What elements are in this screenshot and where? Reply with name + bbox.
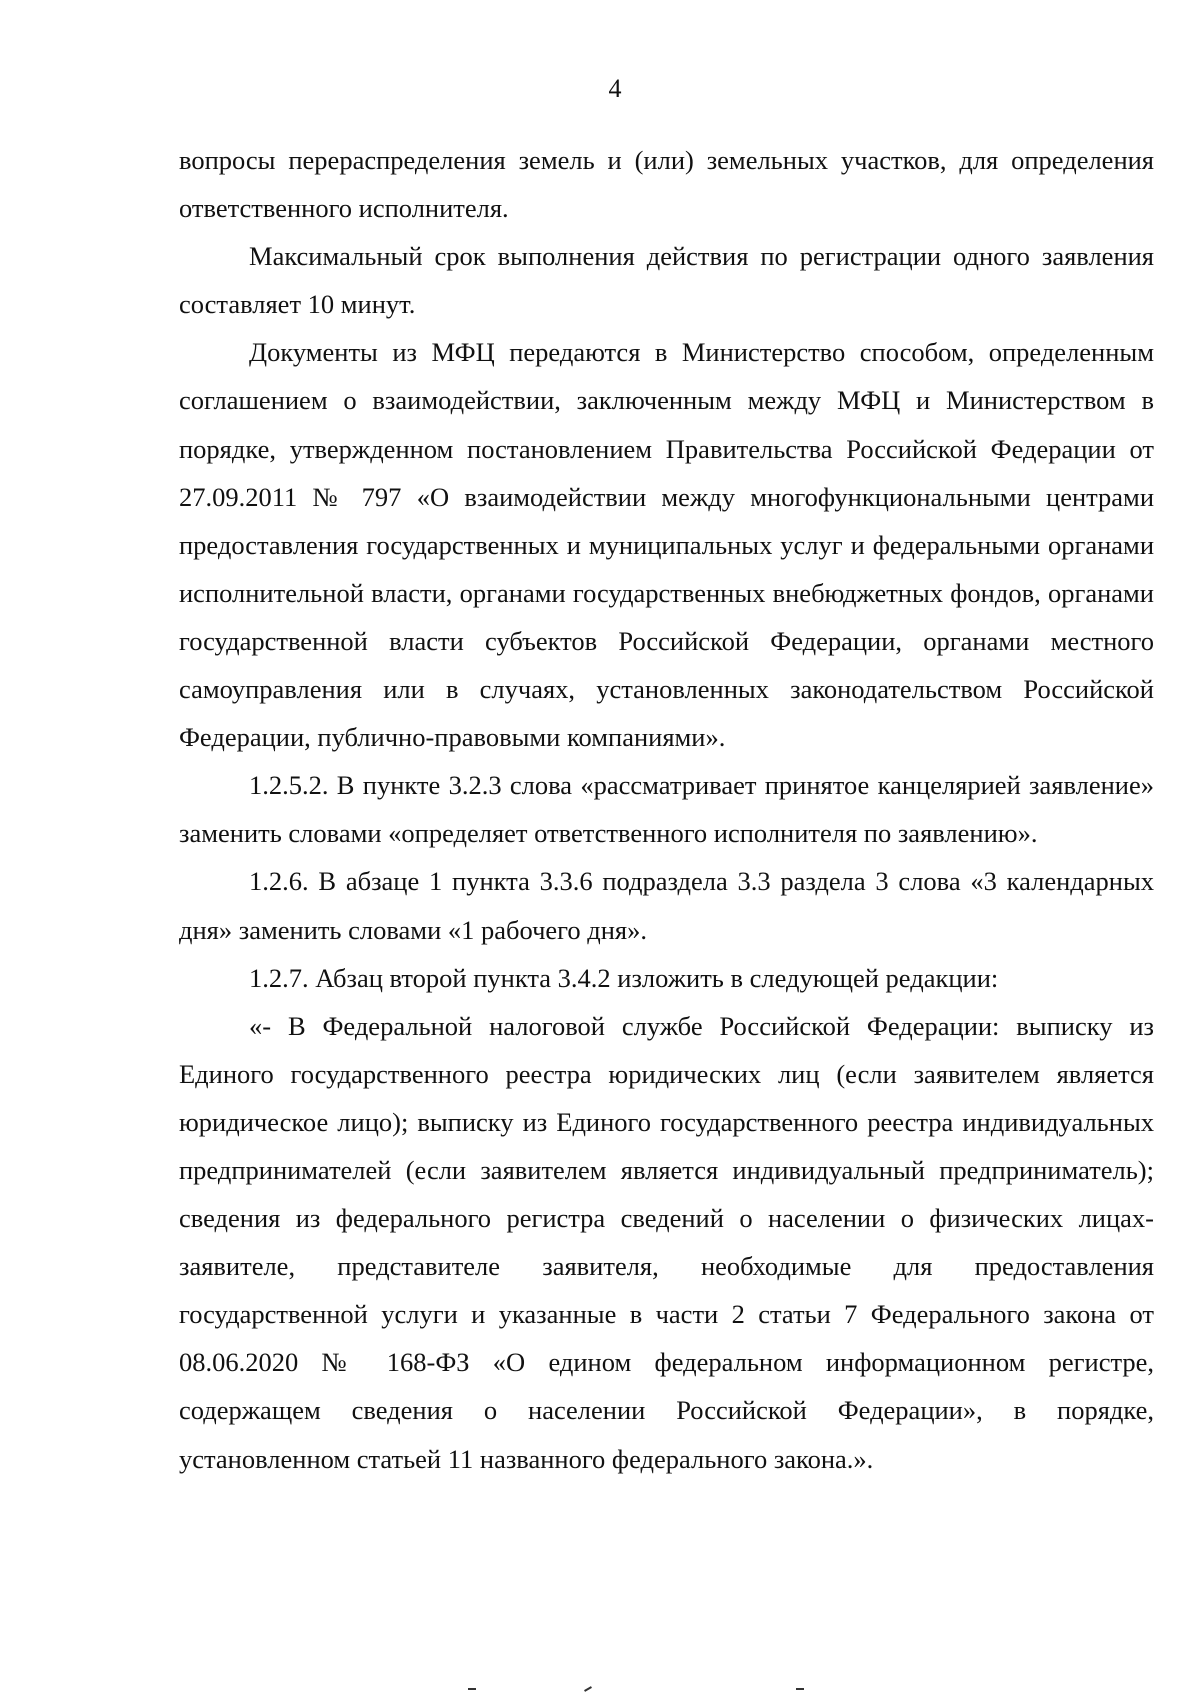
scan-artifact-mark	[584, 1686, 592, 1692]
scan-artifact-mark	[468, 1688, 476, 1690]
page-number: 4	[608, 74, 622, 103]
document-body	[179, 136, 1154, 1483]
paragraph-item-1-2-7: 1.2.7. Абзац второй пункта 3.4.2 изложить в следующей редакции:	[249, 962, 999, 993]
paragraph-mfc-documents-transfer: Документы из МФЦ передаются в Министерство способом, определенным соглашением о взаимодействии, заключенным между МФЦ и Министерством в порядке, утвержденном постановлением Правительства Российской Федерации от 27.09.2011 № 797 «О взаимодействии между многофункциональными центрами предоставления государственных и муниципальных услуг и федеральными органами исполнительной власти, органами государственных внебюджетных фондов, органами государственной власти субъектов Российской Федерации, органами местного самоуправления или в случаях, установленных законодательством Российской Федерации, публично-правовыми компаниями».	[179, 337, 1154, 753]
paragraph-item-1-2-5-2: 1.2.5.2. В пункте 3.2.3 слова «рассматривает принятое канцелярией заявление» заменить словами «определяет ответственного исполнителя по заявлению».	[179, 770, 1154, 849]
paragraph-max-registration-time: Максимальный срок выполнения действия по регистрации одного заявления составляет 10 минут.	[179, 241, 1154, 320]
paragraph-item-1-2-6: 1.2.6. В абзаце 1 пункта 3.3.6 подраздела 3.3 раздела 3 слова «3 календарных дня» заменить словами «1 рабочего дня».	[179, 866, 1154, 945]
scan-artifact-mark	[796, 1688, 804, 1690]
paragraph-new-wording-quote: «- В Федеральной налоговой службе Российской Федерации: выписку из Единого государственного реестра юридических лиц (если заявителем является юридическое лицо); выписку из Единого государственного реестра индивидуальных предпринимателей (если заявителем является индивидуальный предприниматель); сведения из федерального регистра сведений о населении о физических лицах- заявителе, представителе заявителя, необходимые для предоставления государственной услуги и указанные в части 2 статьи 7 Федерального закона от 08.06.2020 № 168-ФЗ «О едином федеральном информационном регистре, содержащем сведения о населении Российской Федерации», в порядке, установленном статьей 11 названного федерального закона.».	[179, 1010, 1154, 1474]
paragraph-continuation: вопросы перераспределения земель и (или) земельных участков, для определения ответственного исполнителя.	[179, 145, 1154, 224]
